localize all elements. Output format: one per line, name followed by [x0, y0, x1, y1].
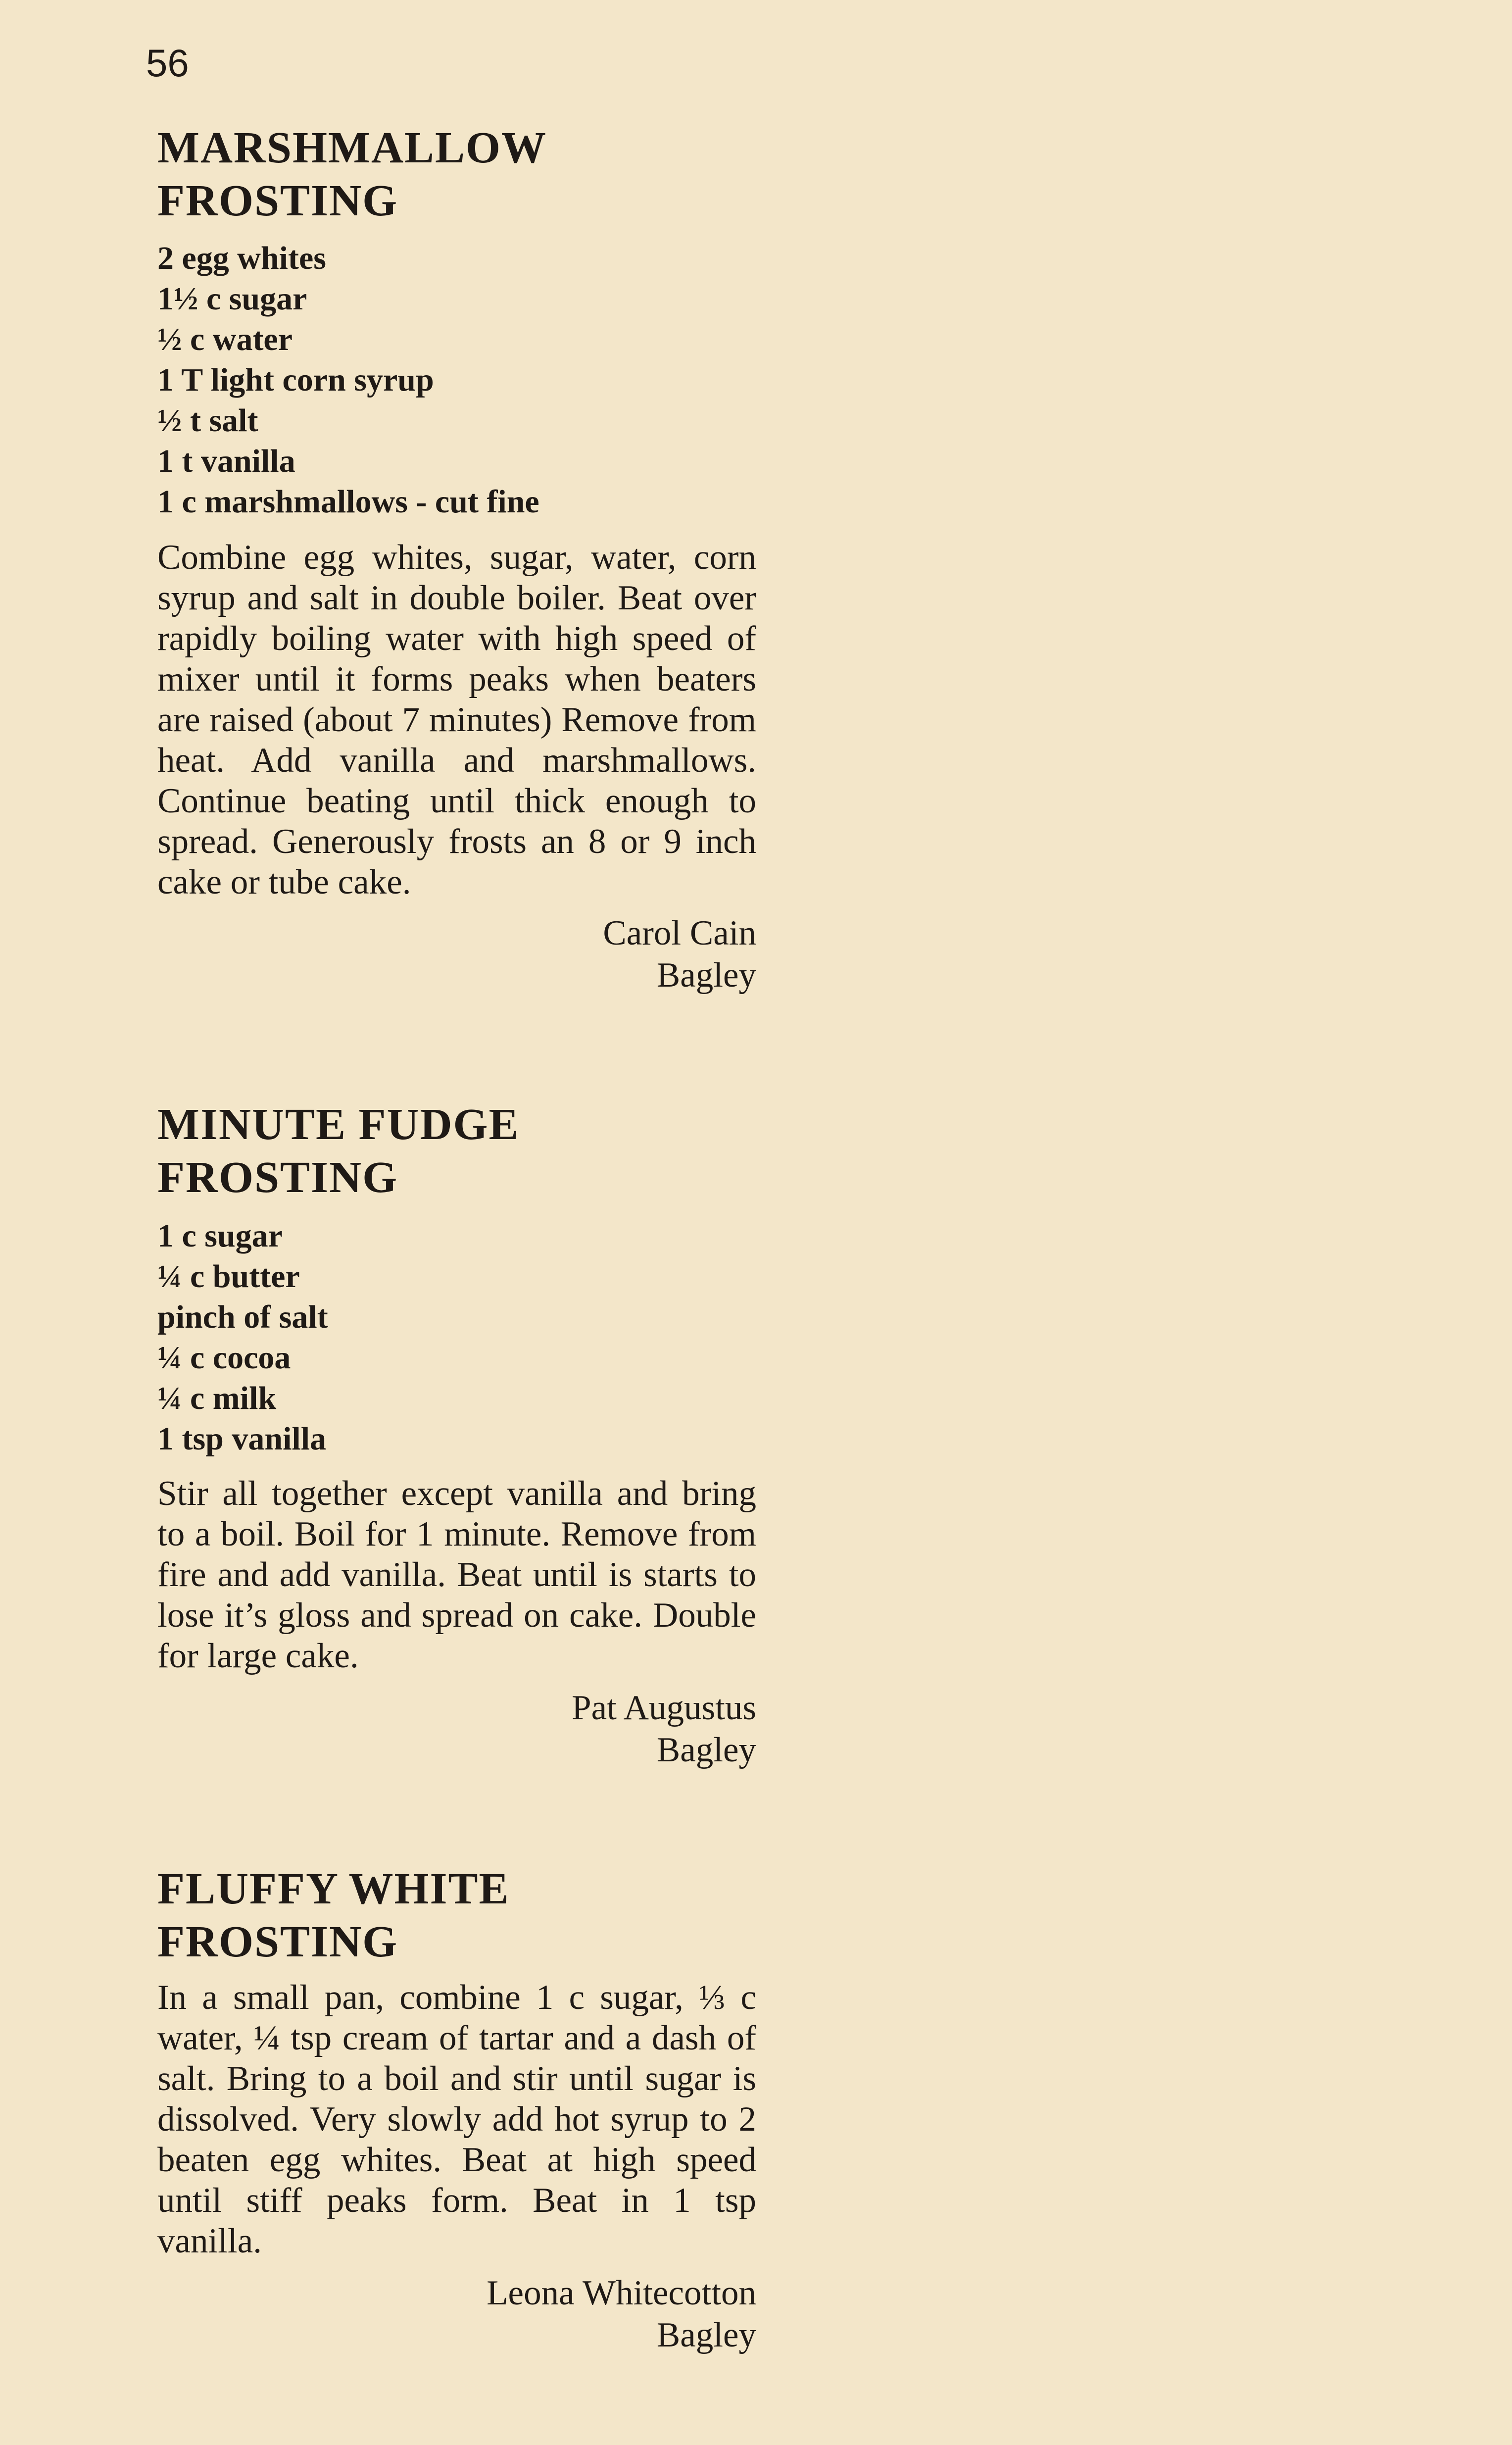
recipe-title-line: FLUFFY WHITE	[157, 1864, 510, 1913]
ingredient-item: 1 c marshmallows - cut fine	[157, 484, 539, 520]
recipe-title	[157, 1862, 756, 1968]
recipe-town: Bagley	[656, 1731, 756, 1769]
ingredient-item: ¼ c milk	[157, 1380, 277, 1416]
recipe-title	[157, 121, 756, 227]
recipe-attribution	[157, 1687, 756, 1771]
recipe-fluffy-white-frosting	[157, 1862, 756, 2356]
ingredient-item: 2 egg whites	[157, 240, 326, 276]
ingredient-item: 1 tsp vanilla	[157, 1421, 327, 1457]
recipe-author: Leona Whitecotton	[487, 2274, 756, 2312]
recipe-attribution	[157, 2272, 756, 2356]
recipe-author: Pat Augustus	[572, 1689, 756, 1727]
ingredient-item: pinch of salt	[157, 1299, 328, 1335]
ingredient-item: ½ t salt	[157, 402, 258, 439]
ingredient-item: 1 t vanilla	[157, 443, 295, 479]
recipe-author: Carol Cain	[603, 914, 756, 952]
ingredient-item: ¼ c cocoa	[157, 1340, 291, 1376]
recipe-instructions: In a small pan, combine 1 c sugar, ⅓ c water, ¼ tsp cream of tartar and a dash of salt. Bring to a boil and stir until sugar is dissolved. Very slowly add hot syrup to 2 beaten egg whites. Beat at high speed until stiff peaks form. Beat in 1 tsp vanilla.	[157, 1978, 756, 2260]
recipe-title-line: MINUTE FUDGE	[157, 1100, 520, 1149]
recipe-title	[157, 1098, 756, 1204]
ingredient-list	[157, 1216, 756, 1459]
recipe-title-line: FROSTING	[157, 176, 398, 225]
ingredient-list	[157, 238, 756, 522]
ingredient-item: ¼ c butter	[157, 1258, 300, 1295]
recipe-town: Bagley	[656, 956, 756, 995]
ingredient-item: 1 c sugar	[157, 1218, 283, 1254]
recipe-title-line: MARSHMALLOW	[157, 123, 547, 172]
ingredient-item: ½ c water	[157, 321, 293, 357]
recipe-town: Bagley	[656, 2316, 756, 2354]
recipe-marshmallow-frosting	[157, 121, 756, 997]
ingredient-item: 1 T light corn syrup	[157, 362, 434, 398]
recipe-attribution	[157, 912, 756, 997]
recipe-title-line: FROSTING	[157, 1153, 398, 1202]
page-number: 56	[146, 41, 189, 85]
ingredient-item: 1½ c sugar	[157, 281, 307, 317]
recipe-minute-fudge-frosting	[157, 1098, 756, 1771]
recipe-title-line: FROSTING	[157, 1917, 398, 1966]
recipe-instructions: Combine egg whites, sugar, water, corn syrup and salt in double boiler. Beat over rapidly boiling water with high speed of mixer until it forms peaks when beaters are raised (about 7 minutes) Remove from heat. Add vanilla and marshmallows. Continue beating until thick enough to spread. Generously frosts an 8 or 9 inch cake or tube cake.	[157, 538, 756, 901]
recipe-instructions: Stir all together except vanilla and bring to a boil. Boil for 1 minute. Remove from fire and add vanilla. Beat until is starts to lose it’s gloss and spread on cake. Double for large cake.	[157, 1474, 756, 1675]
